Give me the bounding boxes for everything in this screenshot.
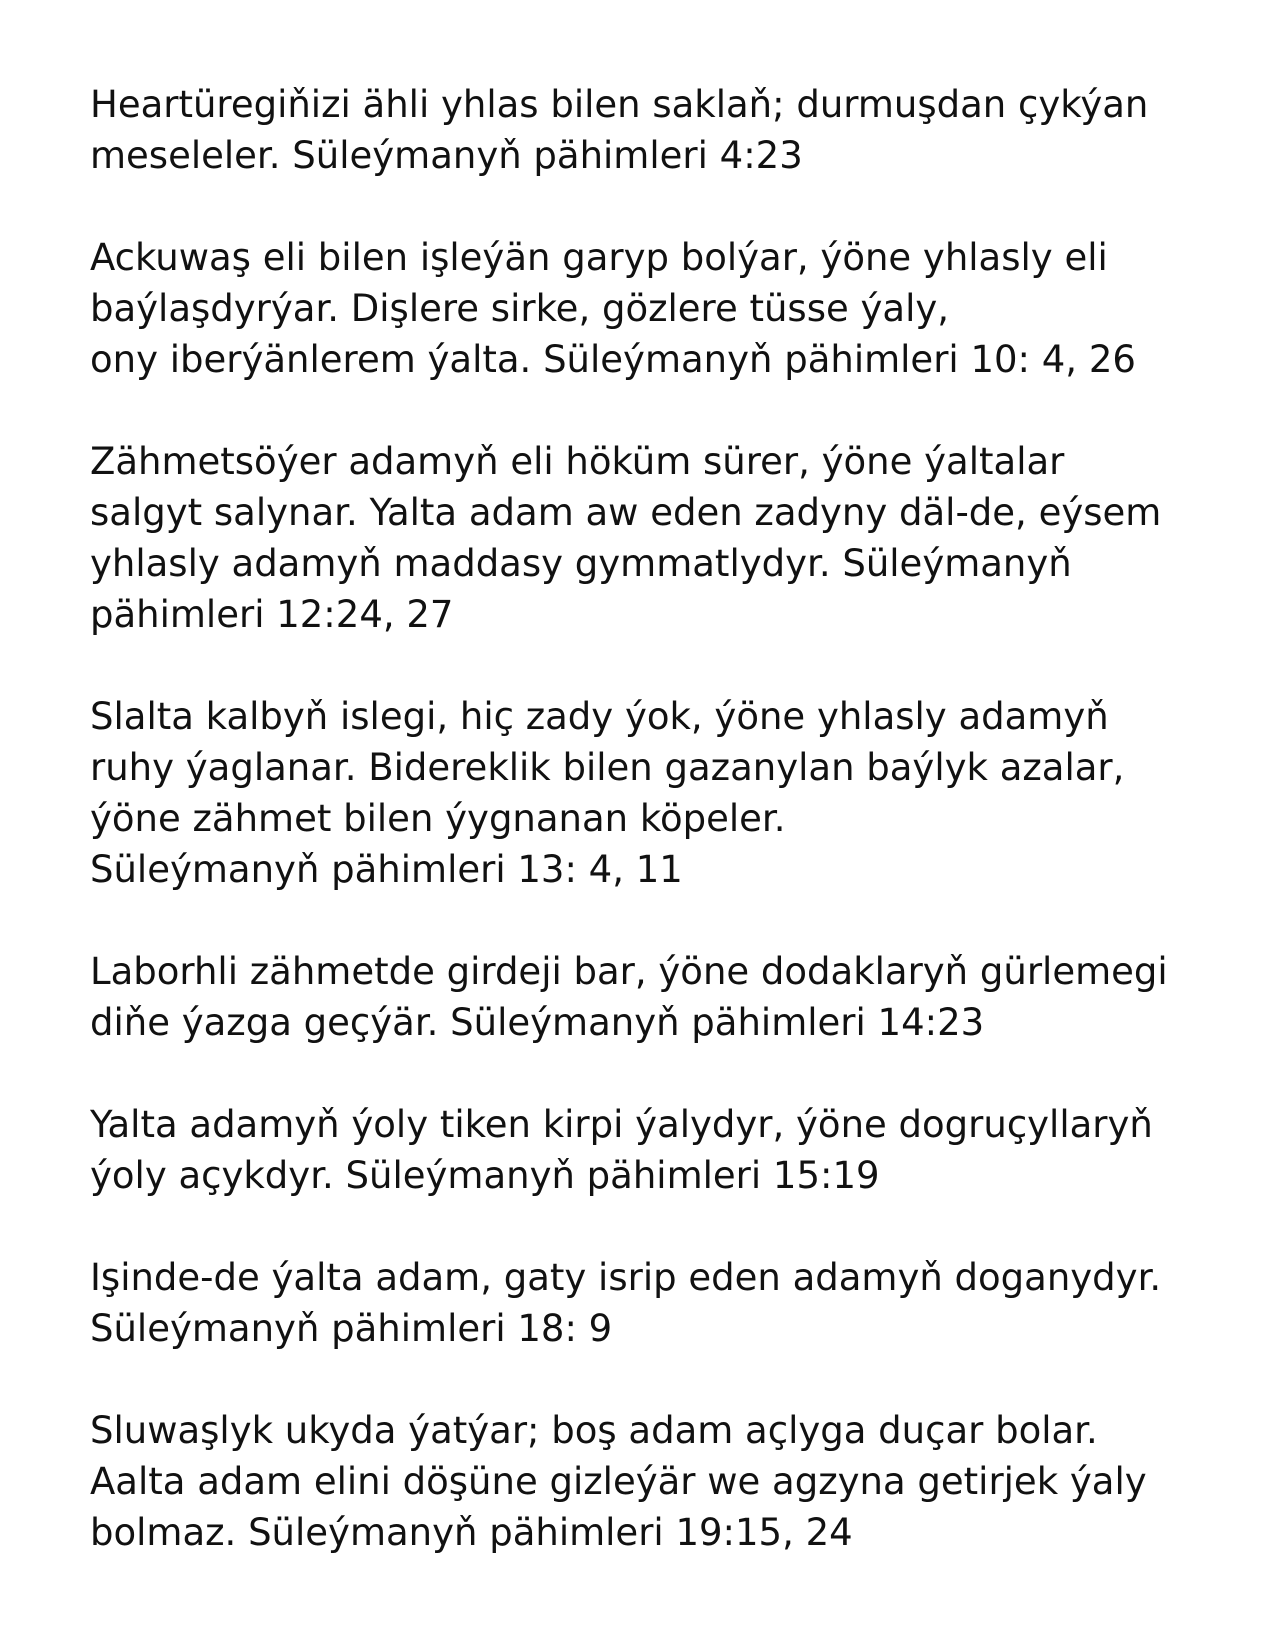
text-line: Süleýmanyň pähimleri 18: 9	[90, 1307, 613, 1350]
text-line: bolmaz. Süleýmanyň pähimleri 19:15, 24	[90, 1511, 853, 1554]
text-line: yhlasly adamyň maddasy gymmatlydyr. Süleýmanyň	[90, 542, 1072, 585]
text-line: ony iberýänlerem ýalta. Süleýmanyň pähimleri 10: 4, 26	[90, 338, 1136, 381]
text-line: Sluwaşlyk ukyda ýatýar; boş adam açlyga duçar bolar.	[90, 1409, 1098, 1452]
document-page	[90, 79, 1220, 1609]
text-line: ýoly açykdyr. Süleýmanyň pähimleri 15:19	[90, 1154, 880, 1197]
text-line: diňe ýazga geçýär. Süleýmanyň pähimleri 14:23	[90, 1001, 985, 1044]
text-line: pähimleri 12:24, 27	[90, 593, 454, 636]
text-line: ýöne zähmet bilen ýygnanan köpeler.	[90, 797, 786, 840]
text-line: Laborhli zähmetde girdeji bar, ýöne dodaklaryň gürlemegi	[90, 950, 1168, 993]
text-line: Zähmetsöýer adamyň eli höküm sürer, ýöne ýaltalar	[90, 440, 1065, 483]
proverb-paragraph-1	[90, 79, 1220, 181]
proverb-paragraph-5	[90, 946, 1220, 1048]
proverb-paragraph-8	[90, 1405, 1220, 1558]
proverb-paragraph-4	[90, 691, 1220, 895]
text-line: Heartüregiňizi ähli yhlas bilen saklaň; durmuşdan çykýan	[90, 83, 1149, 126]
text-line: Süleýmanyň pähimleri 13: 4, 11	[90, 848, 683, 891]
text-line: baýlaşdyrýar. Dişlere sirke, gözlere tüsse ýaly,	[90, 287, 950, 330]
text-line: Ackuwaş eli bilen işleýän garyp bolýar, ýöne yhlasly eli	[90, 236, 1108, 279]
proverb-paragraph-2	[90, 232, 1220, 385]
text-line: Slalta kalbyň islegi, hiç zady ýok, ýöne yhlasly adamyň	[90, 695, 1109, 738]
proverb-paragraph-6	[90, 1099, 1220, 1201]
proverb-paragraph-3	[90, 436, 1220, 640]
text-line: salgyt salynar. Yalta adam aw eden zadyny däl-de, eýsem	[90, 491, 1162, 534]
text-line: Yalta adamyň ýoly tiken kirpi ýalydyr, ýöne dogruçyllaryň	[90, 1103, 1153, 1146]
text-line: Işinde-de ýalta adam, gaty isrip eden adamyň doganydyr.	[90, 1256, 1162, 1299]
text-line: Aalta adam elini döşüne gizleýär we agzyna getirjek ýaly	[90, 1460, 1147, 1503]
text-line: meseleler. Süleýmanyň pähimleri 4:23	[90, 134, 803, 177]
proverb-paragraph-7	[90, 1252, 1220, 1354]
text-line: ruhy ýaglanar. Bidereklik bilen gazanylan baýlyk azalar,	[90, 746, 1125, 789]
